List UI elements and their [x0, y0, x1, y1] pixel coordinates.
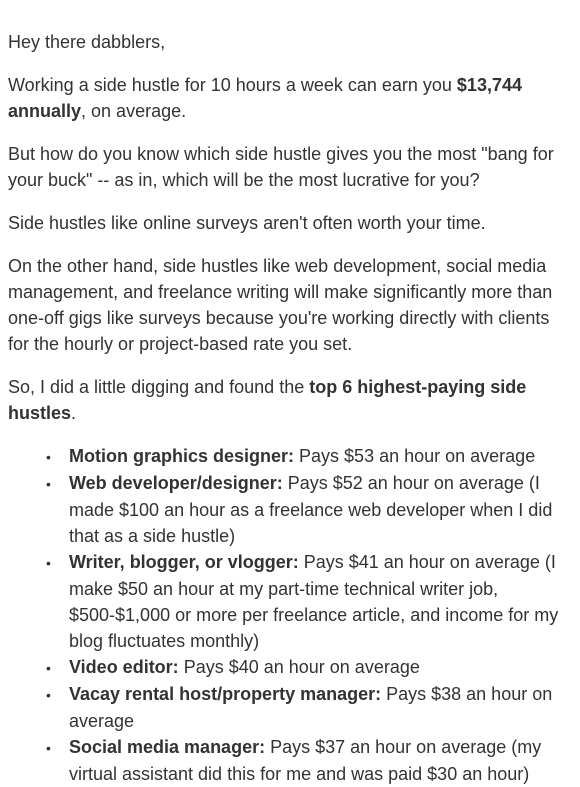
list-item: [46, 654, 572, 681]
hustle-title: Web developer/designer:: [69, 473, 283, 493]
bullet-icon: •: [46, 687, 51, 703]
list-item: [46, 443, 572, 470]
bullet-icon: •: [46, 660, 51, 676]
hustle-title: Motion graphics designer:: [69, 446, 295, 466]
paragraph-question: But how do you know which side hustle gives you the most "bang for your buck" -- as in, which will be the most lucrative for you?: [8, 144, 554, 190]
intro-text-before: So, I did a little digging and found the: [8, 377, 310, 397]
hustle-list: [8, 443, 572, 787]
earnings-amount: $13,744 annually: [8, 75, 522, 121]
hustle-description: Pays $40 an hour on average: [178, 657, 420, 677]
list-item: [46, 470, 572, 549]
bullet-icon: •: [46, 740, 51, 756]
hustle-description: Pays $38 an hour on average: [69, 684, 553, 731]
bullet-icon: •: [46, 449, 51, 465]
hustle-title: Social media manager:: [69, 737, 266, 757]
paragraph-intro-list: [8, 374, 572, 426]
bullet-icon: •: [46, 555, 51, 571]
list-item: [46, 549, 572, 654]
list-item: [46, 681, 572, 734]
earnings-text-before: Working a side hustle for 10 hours a week can earn you: [8, 75, 457, 95]
intro-text-after: .: [71, 403, 77, 423]
email-body: [8, 29, 572, 787]
intro-highlight: top 6 highest-paying side hustles: [8, 377, 527, 423]
hustle-title: Vacay rental host/property manager:: [69, 684, 382, 704]
hustle-description: Pays $52 an hour on average (I made $100 an hour as a freelance web developer when I did that as a side hustle): [69, 473, 553, 546]
earnings-text-after: , on average.: [81, 101, 187, 121]
bullet-icon: •: [46, 476, 51, 492]
paragraph-comparison: On the other hand, side hustles like web development, social media management, and freelance writing will make significantly more than one-off gigs like surveys because you're working directly with clients for the hourly or project-based rate you set.: [8, 256, 553, 354]
paragraph-surveys: Side hustles like online surveys aren't often worth your time.: [8, 213, 486, 233]
list-item: [46, 734, 572, 787]
hustle-title: Video editor:: [69, 657, 179, 677]
hustle-description: Pays $53 an hour on average: [294, 446, 536, 466]
hustle-title: Writer, blogger, or vlogger:: [69, 552, 299, 572]
paragraph-earnings: [8, 72, 572, 124]
hustle-description: Pays $41 an hour on average (I make $50 an hour at my part-time technical writer job, $500-$1,000 or more per freelance article, and income for my blog fluctuates monthly): [69, 552, 559, 651]
greeting: Hey there dabblers,: [8, 32, 166, 52]
hustle-description: Pays $37 an hour on average (my virtual assistant did this for me and was paid $30 an hour): [69, 737, 542, 784]
